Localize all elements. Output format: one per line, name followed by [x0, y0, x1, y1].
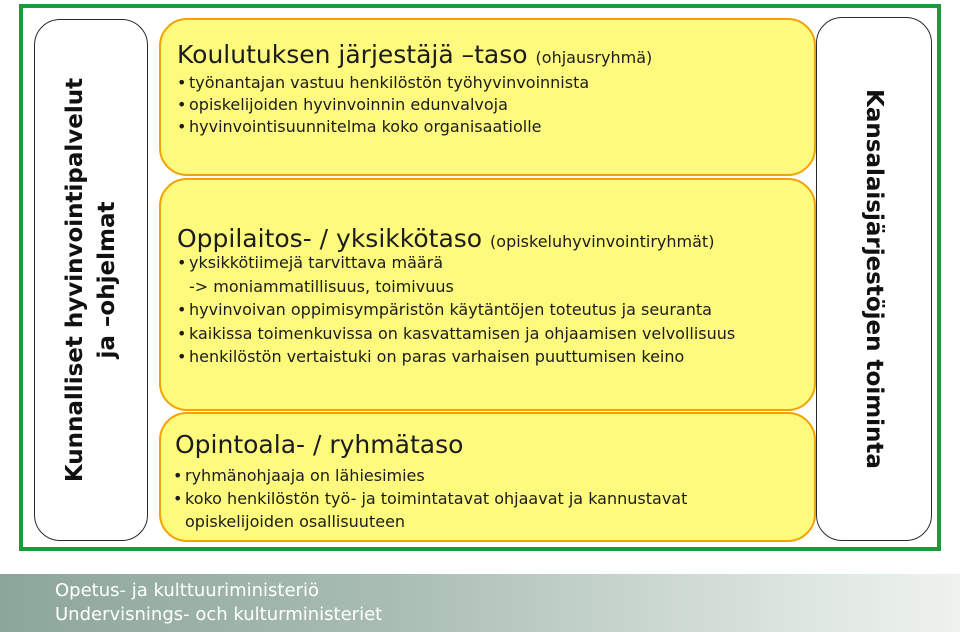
list-item-text: opiskelijoiden hyvinvoinnin edunvalvoja [189, 95, 508, 114]
list-item-text: hyvinvointisuunnitelma koko organisaatiolle [189, 117, 542, 136]
list-item-text: -> moniammatillisuus, toimivuus [189, 276, 454, 296]
left-panel-line2: ja –ohjelmat [94, 201, 120, 359]
bullet: • [177, 323, 187, 343]
bullet: • [177, 347, 187, 366]
list-item-text: opiskelijoiden osallisuuteen [185, 512, 406, 531]
right-panel [816, 17, 932, 541]
list-item [173, 487, 687, 510]
bullet: • [177, 95, 187, 114]
list-item-text: ryhmänohjaaja on lähiesimies [185, 466, 425, 485]
bullet: • [177, 300, 187, 319]
bullet: • [173, 489, 183, 508]
level-list [177, 72, 589, 138]
bullet: • [173, 466, 183, 485]
list-item [177, 251, 735, 275]
level-box-group [159, 412, 816, 542]
level-subtitle: (opiskeluhyvinvointiryhmät) [490, 232, 715, 251]
list-item-text: työnantajan vastuu henkilöstön työhyvinvoinnista [189, 73, 590, 92]
footer-banner [0, 574, 960, 632]
level-title-text: Koulutuksen järjestäjä –taso [177, 40, 528, 69]
level-subtitle: (ohjausryhmä) [535, 48, 653, 67]
level-list [173, 464, 687, 533]
list-item [177, 116, 589, 138]
bullet: • [177, 117, 187, 136]
level-title [177, 224, 714, 253]
list-item [177, 275, 735, 299]
level-title [177, 40, 652, 69]
list-item [177, 298, 735, 322]
list-item-text: yksikkötiimejä tarvittava määrä [189, 253, 444, 272]
level-title: Opintoala- / ryhmätaso [175, 430, 464, 459]
list-item [177, 72, 589, 94]
level-list [177, 251, 735, 369]
list-item-text: henkilöstön vertaistuki on paras varhaisen puuttumisen keino [189, 347, 685, 366]
list-item [173, 464, 687, 487]
ministry-name-fi: Opetus- ja kulttuuriministeriö [55, 580, 319, 601]
list-item-text: koko henkilöstön työ- ja toimintatavat ohjaavat ja kannustavat [185, 489, 688, 508]
left-panel-line1: Kunnalliset hyvinvointipalvelut [62, 77, 88, 483]
ministry-name-sv: Undervisnings- och kulturministeriet [55, 604, 383, 625]
list-item [177, 94, 589, 116]
left-panel [34, 19, 148, 541]
list-item [173, 510, 687, 533]
bullet: • [177, 73, 187, 92]
list-item-text: hyvinvoivan oppimisympäristön käytäntöjen toteutus ja seuranta [189, 300, 712, 319]
bullet: • [177, 253, 187, 272]
list-item-text: kaikissa toimenkuvissa on kasvattamisen ja ohjaamisen velvollisuus [189, 323, 736, 343]
left-panel-label [59, 78, 123, 482]
level-box-unit [159, 178, 816, 411]
level-box-organizer [159, 18, 816, 176]
level-title-text: Oppilaitos- / yksikkötaso [177, 224, 483, 253]
right-panel-label: Kansalaisjärjestöjen toiminta [861, 89, 887, 469]
list-item [177, 322, 735, 346]
list-item [177, 345, 735, 369]
